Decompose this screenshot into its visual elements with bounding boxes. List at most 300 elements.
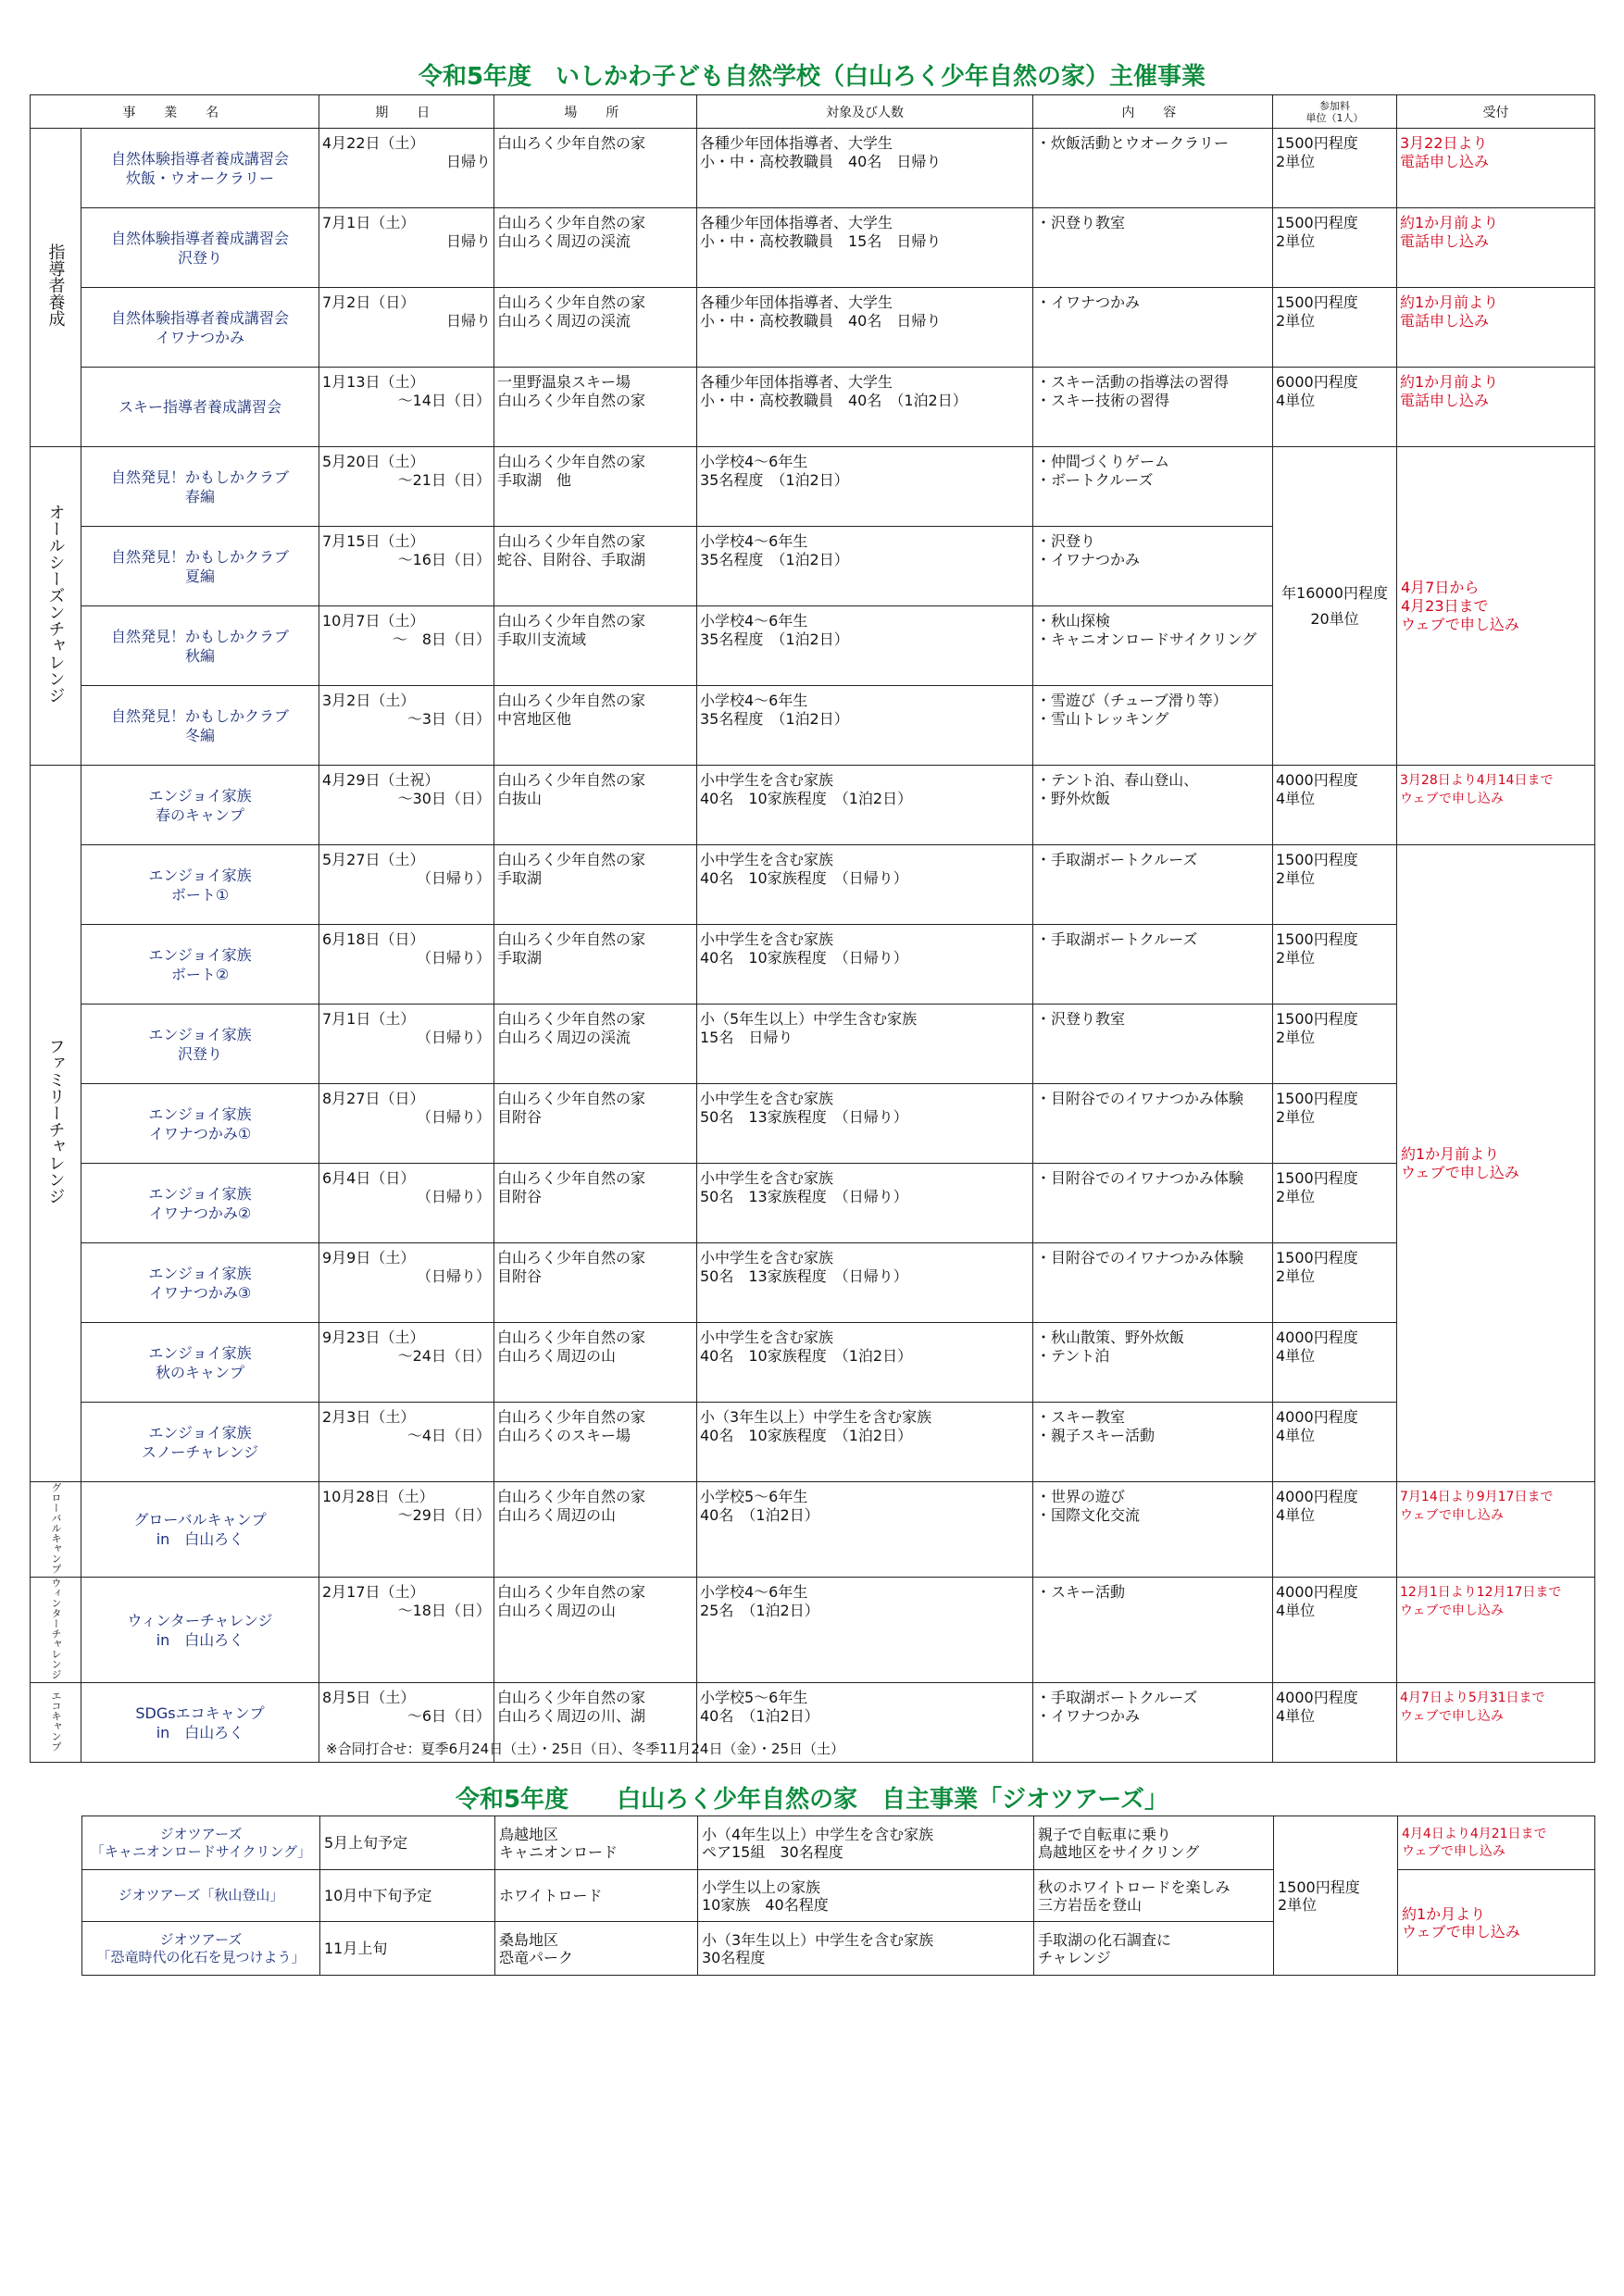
event-date-pair	[319, 1164, 493, 1208]
event-place-line2: 白山ろく周辺の渓流	[497, 232, 631, 250]
event-target-pair	[697, 1084, 1032, 1129]
event-fee-line2: 4単位	[1276, 1506, 1316, 1524]
event-name-line1: エンジョイ家族	[148, 866, 252, 884]
event-content-line1: ・炊飯活動とウオークラリー	[1036, 134, 1230, 152]
event-content-line2: ・国際文化交流	[1036, 1506, 1141, 1524]
event-content-19	[1033, 1578, 1273, 1683]
event-reception-pair	[1397, 208, 1594, 253]
event-place-line2: 白山ろくのスキー場	[497, 1427, 631, 1444]
event-content-pair	[1033, 1683, 1272, 1728]
event-content-line1: ・目附谷でのイワナつかみ体験	[1036, 1249, 1244, 1267]
geo-title: 令和5年度 白山ろく少年自然の家 自主事業「ジオツアーズ」	[455, 1786, 1168, 1814]
event-date-end: ～21日（日）	[397, 471, 491, 489]
allseason-fee-amount: 年16000円程度	[1281, 583, 1388, 602]
geo-target-3	[698, 1922, 1034, 1976]
event-place-line2: 目附谷	[497, 1108, 543, 1126]
event-fee-line1: 6000円程度	[1276, 373, 1358, 391]
event-name-line2: 炊飯・ウオークラリー	[125, 168, 274, 187]
event-fee-line1: 1500円程度	[1276, 1090, 1358, 1107]
event-fee-line2: 2単位	[1276, 312, 1316, 330]
event-target-line1: 小学校4～6年生	[700, 1583, 808, 1601]
event-place-line2: 手取湖 他	[497, 471, 572, 489]
event-place-line1: 白山ろく少年自然の家	[497, 532, 646, 550]
geo-place-3-line1: 桑島地区	[499, 1930, 559, 1949]
event-date-10	[319, 845, 494, 925]
event-name-14	[81, 1164, 319, 1243]
event-date-16	[319, 1323, 494, 1403]
event-fee-pair	[1273, 129, 1396, 173]
event-fee-pair	[1273, 208, 1396, 253]
event-place-8	[494, 686, 697, 766]
allseason-fee-units: 20単位	[1310, 609, 1359, 628]
event-name-line1: エンジョイ家族	[148, 1423, 252, 1441]
event-content-line1: ・雪遊び（チューブ滑り等）	[1036, 692, 1228, 709]
event-reception-pair	[1397, 766, 1594, 810]
event-fee-pair	[1273, 766, 1396, 810]
event-name-1	[81, 129, 319, 208]
event-name-line1: スキー指導者養成講習会	[118, 398, 281, 416]
event-date-pair	[319, 527, 493, 571]
event-name-12	[81, 1004, 319, 1084]
event-target-line2: 25名 （1泊2日）	[700, 1602, 819, 1619]
event-name-line2: in 白山ろく	[156, 1530, 244, 1548]
event-target-6	[697, 527, 1033, 606]
event-target-pair	[697, 208, 1032, 253]
event-date-pair	[319, 1683, 493, 1728]
category-label: グローバルキャンプ	[50, 1482, 62, 1574]
event-date-pair	[319, 925, 493, 969]
event-date-pair	[319, 1578, 493, 1622]
event-target-line1: 小中学生を含む家族	[700, 1329, 834, 1346]
geo-content-3	[1034, 1922, 1274, 1976]
event-date-13	[319, 1084, 494, 1164]
event-content-line1: ・目附谷でのイワナつかみ体験	[1036, 1090, 1244, 1107]
header-place: 場 所	[494, 95, 697, 129]
event-target-line1: 小中学生を含む家族	[700, 1249, 834, 1267]
event-reception-line1: 3月22日より	[1400, 134, 1488, 152]
geo-date-3: 11月上旬	[320, 1922, 495, 1976]
event-fee-line2: 4単位	[1276, 1707, 1316, 1725]
geo-content-3-line2: チャレンジ	[1038, 1948, 1111, 1966]
category-c4	[31, 1482, 81, 1578]
event-fee-line2: 2単位	[1276, 869, 1316, 887]
geo-date-2: 10月中下旬予定	[320, 1870, 495, 1922]
event-name-line2: ボート①	[170, 885, 230, 904]
event-fee-pair	[1273, 925, 1396, 969]
event-date-end: ～16日（日）	[397, 551, 491, 568]
event-content-pair	[1033, 1403, 1272, 1447]
event-name-7	[81, 606, 319, 686]
geo-target-2	[698, 1870, 1034, 1922]
event-fee-9	[1273, 766, 1397, 845]
event-name-line1: エンジョイ家族	[148, 1264, 252, 1282]
event-reception-line1: 約1か月前より	[1400, 214, 1499, 231]
event-fee-line2: 2単位	[1276, 1188, 1316, 1205]
event-target-line1: 各種少年団体指導者、大学生	[700, 373, 893, 391]
allseason-reception-line3: ウェブで申し込み	[1401, 615, 1519, 633]
event-date-end: （日帰り）	[416, 869, 491, 887]
event-content-pair	[1033, 925, 1272, 951]
event-content-line2: ・イワナつかみ	[1036, 551, 1141, 568]
event-place-pair	[494, 288, 696, 332]
event-name-9	[81, 766, 319, 845]
event-content-line1: ・イワナつかみ	[1036, 293, 1141, 311]
event-target-line2: 40名 10家族程度 （1泊2日）	[700, 1427, 913, 1444]
event-fee-20	[1273, 1683, 1397, 1763]
geo-content-1	[1034, 1816, 1274, 1870]
event-date-pair	[319, 766, 493, 810]
event-place-line1: 白山ろく少年自然の家	[497, 293, 646, 311]
event-row	[31, 447, 1595, 527]
event-place-line2: 手取川支流域	[497, 630, 587, 648]
event-place-pair	[494, 129, 696, 155]
event-target-pair	[697, 845, 1032, 890]
event-date-pair	[319, 1323, 493, 1367]
event-place-line2: 白山ろく周辺の山	[497, 1506, 617, 1524]
event-name-20	[81, 1683, 319, 1763]
event-target-line1: 小（5年生以上）中学生含む家族	[700, 1010, 918, 1028]
event-reception-pair	[1397, 368, 1594, 412]
event-date-start: 9月9日（土）	[322, 1249, 416, 1267]
event-place-pair	[494, 1403, 696, 1447]
event-target-pair	[697, 686, 1032, 730]
event-place-line1: 白山ろく少年自然の家	[497, 1583, 646, 1601]
event-place-3	[494, 288, 697, 368]
event-fee-pair	[1273, 1164, 1396, 1208]
event-target-12	[697, 1004, 1033, 1084]
event-fee-10	[1273, 845, 1397, 925]
event-place-line2: 手取湖	[497, 949, 543, 967]
allseason-reception	[1397, 447, 1595, 766]
event-place-line1: 白山ろく少年自然の家	[497, 612, 646, 630]
event-content-line1: ・秋山探検	[1036, 612, 1111, 630]
geo-place-3	[495, 1922, 698, 1976]
event-fee-line2: 2単位	[1276, 1108, 1316, 1126]
event-reception-9	[1397, 766, 1595, 845]
event-row	[31, 1403, 1595, 1482]
event-target-pair	[697, 527, 1032, 571]
event-date-end: 日帰り	[445, 312, 491, 330]
event-name-13	[81, 1084, 319, 1164]
event-place-9	[494, 766, 697, 845]
event-place-17	[494, 1403, 697, 1482]
geo-reception-1-line2: ウェブで申し込み	[1402, 1843, 1505, 1859]
geo-date-1: 5月上旬予定	[320, 1816, 495, 1870]
event-date-start: 7月15日（土）	[322, 532, 425, 550]
event-content-pair	[1033, 447, 1272, 492]
event-content-line2: ・野外炊飯	[1036, 790, 1111, 807]
event-target-3	[697, 288, 1033, 368]
event-date-end: ～24日（日）	[397, 1347, 491, 1365]
event-date-start: 1月13日（土）	[322, 373, 425, 391]
category-label: ファミリーチャレンジ	[45, 1038, 66, 1204]
event-reception-18	[1397, 1482, 1595, 1578]
event-target-line2: 40名 10家族程度 （日帰り）	[700, 949, 908, 967]
event-reception-line2: ウェブで申し込み	[1400, 792, 1504, 806]
event-content-line2: ・テント泊	[1036, 1347, 1110, 1365]
event-content-line1: ・スキー活動の指導法の習得	[1036, 373, 1230, 391]
event-target-line2: 40名 10家族程度 （1泊2日）	[700, 790, 913, 807]
event-date-8	[319, 686, 494, 766]
event-target-line1: 各種少年団体指導者、大学生	[700, 293, 893, 311]
event-place-pair	[494, 1164, 696, 1208]
event-fee-pair	[1273, 368, 1396, 412]
event-reception-line1: 約1か月前より	[1400, 293, 1499, 311]
event-fee-pair	[1273, 1482, 1396, 1527]
event-content-5	[1033, 447, 1273, 527]
event-reception-line2: ウェブで申し込み	[1400, 1709, 1504, 1724]
event-fee-pair	[1273, 1323, 1396, 1367]
event-content-line2: ・ボートクルーズ	[1036, 471, 1154, 489]
event-target-line2: 35名程度 （1泊2日）	[700, 630, 849, 648]
event-place-line2: 蛇谷、目附谷、手取湖	[497, 551, 646, 568]
geo-reception-1-line1: 4月4日より4月21日まで	[1402, 1826, 1547, 1841]
event-row	[31, 766, 1595, 845]
event-target-4	[697, 368, 1033, 447]
event-fee-pair	[1273, 845, 1396, 890]
event-fee-18	[1273, 1482, 1397, 1578]
event-fee-11	[1273, 925, 1397, 1004]
event-place-line1: 白山ろく少年自然の家	[497, 214, 646, 231]
event-fee-line1: 4000円程度	[1276, 1488, 1358, 1505]
event-place-line2: 白山ろく周辺の川、湖	[497, 1707, 646, 1725]
event-target-line1: 小中学生を含む家族	[700, 1090, 834, 1107]
event-target-10	[697, 845, 1033, 925]
event-content-line1: ・手取湖ボートクルーズ	[1036, 930, 1198, 948]
geotours-table	[81, 1816, 1595, 1976]
event-date-pair	[319, 288, 493, 332]
event-reception-line1: 約1か月前より	[1400, 373, 1499, 391]
event-target-2	[697, 208, 1033, 288]
event-fee-13	[1273, 1084, 1397, 1164]
event-content-pair	[1033, 1323, 1272, 1367]
event-content-line1: ・スキー教室	[1036, 1408, 1126, 1426]
event-place-15	[494, 1243, 697, 1323]
event-date-3	[319, 288, 494, 368]
event-target-line2: 50名 13家族程度 （日帰り）	[700, 1267, 908, 1285]
event-place-line1: 白山ろく少年自然の家	[497, 1249, 646, 1267]
event-row	[31, 129, 1595, 208]
event-row	[31, 288, 1595, 368]
event-place-line2: 白山ろく周辺の山	[497, 1347, 617, 1365]
event-place-2	[494, 208, 697, 288]
event-date-end: ～30日（日）	[397, 790, 491, 807]
event-date-pair	[319, 129, 493, 173]
event-date-12	[319, 1004, 494, 1084]
joint-meeting-note: ※合同打合せ：夏季6月24日（土）・25日（日）、冬季11月24日（金）・25日（土）	[326, 1741, 845, 1757]
event-place-14	[494, 1164, 697, 1243]
event-target-line2: 小・中・高校教職員 40名 日帰り	[700, 153, 942, 170]
event-content-10	[1033, 845, 1273, 925]
event-place-12	[494, 1004, 697, 1084]
event-reception-pair	[1397, 129, 1594, 173]
event-date-7	[319, 606, 494, 686]
event-fee-line1: 4000円程度	[1276, 1408, 1358, 1426]
event-reception-3	[1397, 288, 1595, 368]
event-target-5	[697, 447, 1033, 527]
event-fee-pair	[1273, 288, 1396, 332]
event-place-line1: 白山ろく少年自然の家	[497, 1010, 646, 1028]
event-fee-line1: 1500円程度	[1276, 1169, 1358, 1187]
event-fee-17	[1273, 1403, 1397, 1482]
event-target-line1: 小学校5～6年生	[700, 1689, 808, 1706]
event-name-line2: 沢登り	[177, 248, 222, 267]
event-target-7	[697, 606, 1033, 686]
event-target-line2: 小・中・高校教職員 15名 日帰り	[700, 232, 942, 250]
event-content-line1: ・目附谷でのイワナつかみ体験	[1036, 1169, 1244, 1187]
event-place-pair	[494, 1323, 696, 1367]
event-place-line1: 白山ろく少年自然の家	[497, 771, 646, 789]
event-name-line1: エンジョイ家族	[148, 1104, 252, 1123]
header-reception: 受付	[1397, 95, 1595, 129]
event-name-line2: 冬編	[184, 726, 215, 744]
event-name-line2: イワナつかみ①	[148, 1124, 252, 1142]
event-fee-pair	[1273, 1683, 1396, 1728]
event-date-14	[319, 1164, 494, 1243]
event-place-pair	[494, 527, 696, 571]
event-target-1	[697, 129, 1033, 208]
event-name-line1: SDGsエコキャンプ	[135, 1703, 265, 1722]
event-reception-4	[1397, 368, 1595, 447]
event-content-13	[1033, 1084, 1273, 1164]
event-fee-line1: 1500円程度	[1276, 214, 1358, 231]
event-name-line1: エンジョイ家族	[148, 786, 252, 805]
event-target-17	[697, 1403, 1033, 1482]
geo-name-2: ジオツアーズ「秋山登山」	[82, 1870, 320, 1922]
geo-target-1-line2: ペア15組 30名程度	[702, 1842, 843, 1861]
event-name-line2: イワナつかみ②	[148, 1204, 252, 1222]
event-fee-line1: 4000円程度	[1276, 1583, 1358, 1601]
event-date-start: 7月2日（日）	[322, 293, 416, 311]
allseason-fee	[1273, 447, 1397, 766]
header-fee-label: 参加料	[1319, 99, 1350, 112]
event-row	[31, 925, 1595, 1004]
event-content-17	[1033, 1403, 1273, 1482]
event-fee-line2: 2単位	[1276, 232, 1316, 250]
event-place-line1: 白山ろく少年自然の家	[497, 1408, 646, 1426]
event-date-start: 7月1日（土）	[322, 1010, 416, 1028]
event-name-17	[81, 1403, 319, 1482]
event-date-start: 10月28日（土）	[322, 1488, 434, 1505]
event-reception-line1: 4月7日より5月31日まで	[1400, 1691, 1545, 1705]
event-place-line1: 白山ろく少年自然の家	[497, 1488, 646, 1505]
event-place-line1: 白山ろく少年自然の家	[497, 851, 646, 868]
event-place-line2: 中宮地区他	[497, 710, 572, 728]
event-content-pair	[1033, 686, 1272, 730]
event-fee-2	[1273, 208, 1397, 288]
event-target-pair	[697, 1683, 1032, 1728]
event-target-pair	[697, 129, 1032, 173]
event-date-pair	[319, 447, 493, 492]
event-name-line2: 夏編	[184, 567, 215, 585]
category-c2	[31, 447, 81, 766]
event-date-end: ～29日（日）	[397, 1506, 491, 1524]
geo-place-1-line1: 鳥越地区	[499, 1825, 559, 1843]
event-content-line1: ・世界の遊び	[1036, 1488, 1126, 1505]
event-content-pair	[1033, 1164, 1272, 1190]
event-target-pair	[697, 1243, 1032, 1288]
event-target-13	[697, 1084, 1033, 1164]
event-content-pair	[1033, 1243, 1272, 1269]
event-content-pair	[1033, 527, 1272, 571]
event-target-14	[697, 1164, 1033, 1243]
event-reception-pair	[1397, 288, 1594, 332]
category-label: 指導者養成	[45, 243, 66, 327]
event-target-8	[697, 686, 1033, 766]
event-date-start: 5月20日（土）	[322, 453, 425, 470]
event-date-start: 2月3日（土）	[322, 1408, 416, 1426]
event-target-19	[697, 1578, 1033, 1683]
event-fee-line1: 1500円程度	[1276, 134, 1358, 152]
event-target-16	[697, 1323, 1033, 1403]
event-content-12	[1033, 1004, 1273, 1084]
event-target-line2: 小・中・高校教職員 40名 日帰り	[700, 312, 942, 330]
event-name-line1: ウィンターチャレンジ	[127, 1611, 273, 1629]
header-fee-sub: 単位（1人）	[1305, 111, 1364, 124]
event-content-6	[1033, 527, 1273, 606]
event-date-6	[319, 527, 494, 606]
event-place-line2: 目附谷	[497, 1188, 543, 1205]
event-target-line2: 40名 （1泊2日）	[700, 1707, 819, 1725]
event-place-18	[494, 1482, 697, 1578]
event-fee-line1: 1500円程度	[1276, 1010, 1358, 1028]
event-date-15	[319, 1243, 494, 1323]
event-fee-3	[1273, 288, 1397, 368]
event-name-line1: エンジョイ家族	[148, 1025, 252, 1043]
event-fee-line1: 1500円程度	[1276, 851, 1358, 868]
event-reception-2	[1397, 208, 1595, 288]
event-target-line2: 40名 10家族程度 （1泊2日）	[700, 1347, 913, 1365]
event-place-line1: 一里野温泉スキー場	[497, 373, 631, 391]
event-row	[31, 1084, 1595, 1164]
event-target-pair	[697, 288, 1032, 332]
event-content-line1: ・沢登り教室	[1036, 1010, 1126, 1028]
event-fee-line1: 4000円程度	[1276, 1689, 1358, 1706]
event-target-9	[697, 766, 1033, 845]
event-place-line1: 白山ろく少年自然の家	[497, 1169, 646, 1187]
event-content-pair	[1033, 606, 1272, 651]
event-fee-line2: 4単位	[1276, 1602, 1316, 1619]
event-name-line2: 春のキャンプ	[155, 805, 244, 824]
event-name-line1: 自然発見！かもしかクラブ	[110, 627, 289, 645]
geo-fee-units: 2単位	[1278, 1895, 1318, 1914]
event-name-line2: in 白山ろく	[156, 1723, 244, 1741]
event-fee-15	[1273, 1243, 1397, 1323]
event-row	[31, 1578, 1595, 1683]
main-schedule-table	[30, 94, 1595, 1763]
event-target-line1: 小中学生を含む家族	[700, 851, 834, 868]
event-date-1	[319, 129, 494, 208]
event-place-line2: 白山ろく少年自然の家	[497, 392, 646, 409]
family-reception-line2: ウェブで申し込み	[1401, 1163, 1519, 1181]
event-row	[31, 1482, 1595, 1578]
category-label: オールシーズンチャレンジ	[45, 504, 66, 704]
event-date-pair	[319, 1243, 493, 1288]
event-date-2	[319, 208, 494, 288]
event-place-pair	[494, 208, 696, 253]
event-place-4	[494, 368, 697, 447]
event-place-line1: 白山ろく少年自然の家	[497, 1090, 646, 1107]
event-place-pair	[494, 1243, 696, 1288]
event-place-line2: 手取湖	[497, 869, 543, 887]
header-content: 内 容	[1033, 95, 1273, 129]
event-target-line2: 35名程度 （1泊2日）	[700, 551, 849, 568]
geo-target-1	[698, 1816, 1034, 1870]
event-content-16	[1033, 1323, 1273, 1403]
event-date-start: 2月17日（土）	[322, 1583, 425, 1601]
event-name-line2: イワナつかみ	[155, 328, 244, 346]
event-name-2	[81, 208, 319, 288]
